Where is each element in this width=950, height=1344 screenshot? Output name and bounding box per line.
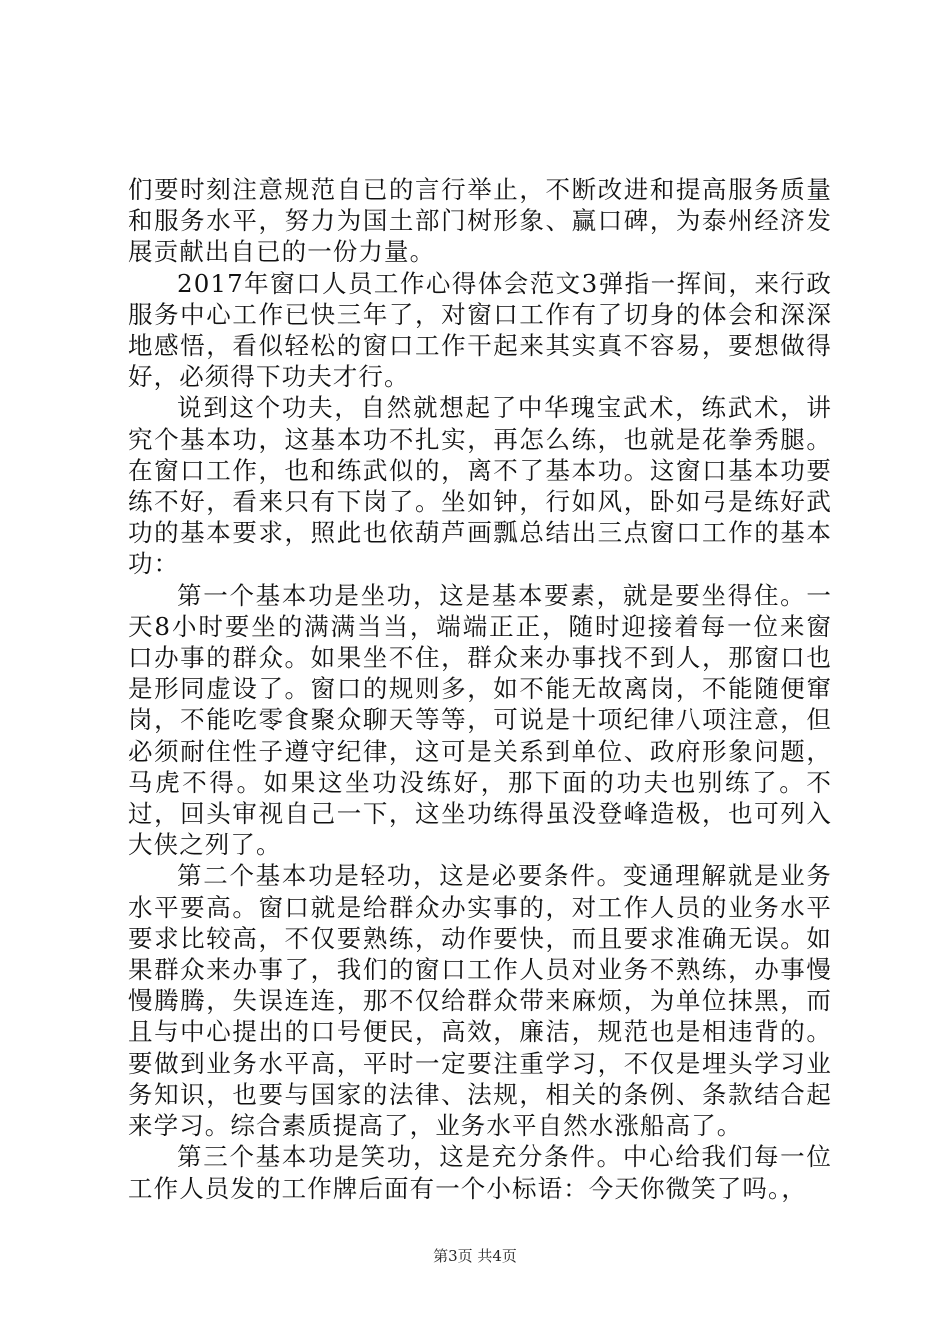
- paragraph-continuation: 们要时刻注意规范自已的言行举止，不断改进和提高服务质量和服务水平，努力为国土部门树形象、赢口碑，为泰州经济发展贡献出自已的一份力量。: [128, 175, 832, 267]
- paragraph-sitting-skill: 第一个基本功是坐功，这是基本要素，就是要坐得住。一天8小时要坐的满满当当，端端正正，随时迎接着每一位来窗口办事的群众。如果坐不住，群众来办事找不到人，那窗口也是形同虚设了。窗口的规则多，如不能无故离岗，不能随便窜岗，不能吃零食聚众聊天等等，可说是十项纪律八项注意，但必须耐住性子遵守纪律，这可是关系到单位、政府形象问题，马虎不得。如果这坐功没练好，那下面的功夫也别练了。不过，回头审视自己一下，这坐功练得虽没登峰造极，也可列入大侠之列了。: [128, 580, 832, 860]
- paragraph-kungfu: 说到这个功夫，自然就想起了中华瑰宝武术，练武术，讲究个基本功，这基本功不扎实，再怎么练，也就是花拳秀腿。在窗口工作，也和练武似的，离不了基本功。这窗口基本功要练不好，看来只有下岗了。坐如钟，行如风，卧如弓是练好武功的基本要求，照此也依葫芦画瓢总结出三点窗口工作的基本功：: [128, 393, 832, 579]
- document-body: [128, 174, 832, 1204]
- page-number-footer: 第3页 共4页: [433, 1247, 517, 1265]
- paragraph-smile-skill: 第三个基本功是笑功，这是充分条件。中心给我们每一位工作人员发的工作牌后面有一个小标语：今天你微笑了吗。，: [128, 1142, 832, 1203]
- paragraph-light-skill: 第二个基本功是轻功，这是必要条件。变通理解就是业务水平要高。窗口就是给群众办实事的，对工作人员的业务水平要求比较高，不仅要熟练，动作要快，而且要求准确无误。如果群众来办事了，我们的窗口工作人员对业务不熟练，办事慢慢腾腾，失误连连，那不仅给群众带来麻烦，为单位抹黑，而且与中心提出的口号便民，高效，廉洁，规范也是相违背的。要做到业务水平高，平时一定要注重学习，不仅是埋头学习业务知识，也要与国家的法律、法规，相关的条例、条款结合起来学习。综合素质提高了，业务水平自然水涨船高了。: [128, 861, 832, 1141]
- paragraph-intro: 2017年窗口人员工作心得体会范文3弹指一挥间，来行政服务中心工作已快三年了，对窗口工作有了切身的体会和深深地感悟，看似轻松的窗口工作干起来其实真不容易，要想做得好，必须得下功夫才行。: [128, 268, 832, 392]
